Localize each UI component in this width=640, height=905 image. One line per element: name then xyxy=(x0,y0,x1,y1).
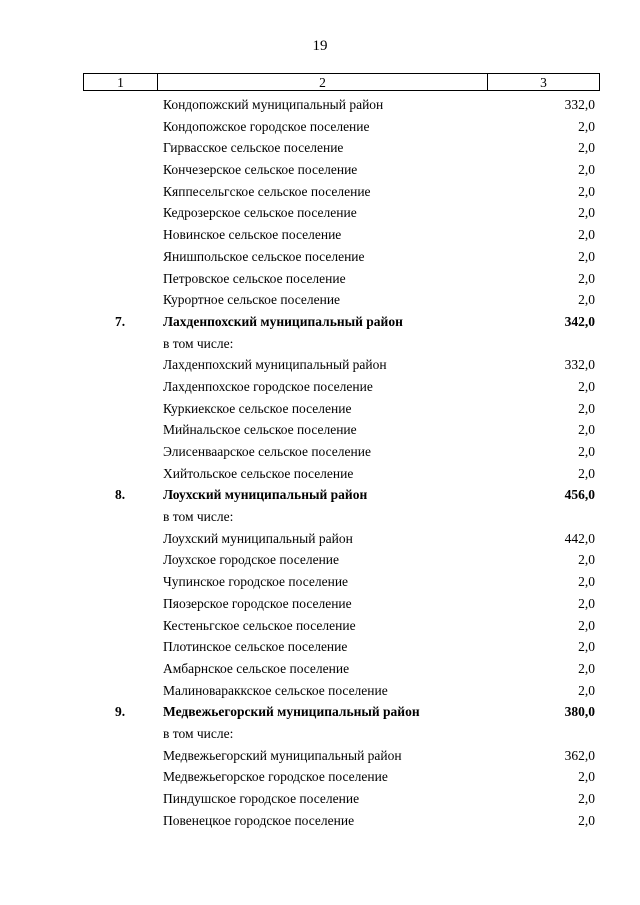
row-value: 2,0 xyxy=(578,682,595,698)
column-header-row xyxy=(84,74,600,91)
table-row xyxy=(0,463,640,485)
row-name: Кончезерское сельское поселение xyxy=(163,162,358,178)
row-value: 2,0 xyxy=(578,769,595,785)
table-row xyxy=(0,745,640,767)
page-number: 19 xyxy=(312,38,328,54)
table-row xyxy=(0,268,640,290)
row-name: в том числе: xyxy=(163,335,234,351)
row-name: Лахденпохский муниципальный район xyxy=(163,357,387,373)
table-row xyxy=(0,137,640,159)
table-row xyxy=(0,246,640,268)
row-name: в том числе: xyxy=(163,725,234,741)
table-row xyxy=(0,788,640,810)
row-value: 380,0 xyxy=(564,704,595,720)
table-row xyxy=(0,571,640,593)
row-name: Кондопожское городское поселение xyxy=(163,118,370,134)
row-number: 7. xyxy=(115,313,126,329)
row-name: Куркиекское сельское поселение xyxy=(163,400,352,416)
table-row xyxy=(0,181,640,203)
row-name: Курортное сельское поселение xyxy=(163,292,341,308)
row-value: 332,0 xyxy=(564,97,595,112)
row-value: 2,0 xyxy=(578,400,595,416)
row-name: Лоухский муниципальный район xyxy=(163,487,368,503)
table-row xyxy=(0,723,640,745)
row-value: 2,0 xyxy=(578,162,595,178)
table-row xyxy=(0,202,640,224)
table-row xyxy=(0,94,640,116)
row-value: 2,0 xyxy=(578,465,595,481)
row-name: Медвежьегорский муниципальный район xyxy=(163,704,420,720)
row-name: Мийнальское сельское поселение xyxy=(163,422,357,438)
row-value: 342,0 xyxy=(564,313,595,329)
table-row xyxy=(0,441,640,463)
row-name: Пяозерское городское поселение xyxy=(163,595,352,611)
row-name: Лахденпохский муниципальный район xyxy=(163,313,403,329)
table-row xyxy=(0,333,640,355)
column-header-3: 3 xyxy=(488,74,600,91)
column-header-2: 2 xyxy=(158,74,488,91)
row-name: Янишпольское сельское поселение xyxy=(163,248,365,264)
row-name: Чупинское городское поселение xyxy=(163,574,349,590)
row-number: 9. xyxy=(115,704,126,720)
row-name: Кондопожский муниципальный район xyxy=(163,97,384,112)
row-value: 332,0 xyxy=(564,357,595,373)
table-row xyxy=(0,354,640,376)
row-value: 2,0 xyxy=(578,552,595,568)
table-row xyxy=(0,658,640,680)
row-name: Новинское сельское поселение xyxy=(163,227,342,243)
row-name: Малиновараккское сельское поселение xyxy=(163,682,388,698)
row-value: 2,0 xyxy=(578,270,595,286)
row-value: 2,0 xyxy=(578,205,595,221)
row-name: Хийтольское сельское поселение xyxy=(163,465,354,481)
row-value: 442,0 xyxy=(564,530,595,546)
row-value: 2,0 xyxy=(578,791,595,806)
district-total-row xyxy=(0,701,640,723)
column-header-1: 1 xyxy=(84,74,158,91)
row-value: 2,0 xyxy=(578,140,595,156)
table-row xyxy=(0,810,640,832)
row-name: Повенецкое городское поселение xyxy=(163,812,355,828)
table-body xyxy=(0,94,640,831)
row-value: 2,0 xyxy=(578,617,595,633)
table-row xyxy=(0,224,640,246)
row-value: 2,0 xyxy=(578,248,595,264)
row-value: 2,0 xyxy=(578,422,595,438)
column-header-table xyxy=(83,73,600,91)
table-row xyxy=(0,680,640,702)
row-name: Кяппесельгское сельское поселение xyxy=(163,183,371,199)
table-row xyxy=(0,116,640,138)
table-row xyxy=(0,506,640,528)
row-name: Амбарнское сельское поселение xyxy=(163,660,350,676)
row-name: Гирвасское сельское поселение xyxy=(163,140,344,156)
district-total-row xyxy=(0,311,640,333)
table-row xyxy=(0,593,640,615)
table-row xyxy=(0,398,640,420)
row-name: Петровское сельское поселение xyxy=(163,270,346,286)
row-value: 2,0 xyxy=(578,639,595,655)
row-name: в том числе: xyxy=(163,509,234,525)
row-value: 2,0 xyxy=(578,812,595,828)
row-number: 8. xyxy=(115,487,126,503)
row-name: Лоухский муниципальный район xyxy=(163,530,353,546)
row-name: Лахденпохское городское поселение xyxy=(163,378,373,394)
row-value: 2,0 xyxy=(578,574,595,590)
table-row xyxy=(0,636,640,658)
row-value: 456,0 xyxy=(564,487,595,503)
row-name: Кедрозерское сельское поселение xyxy=(163,205,357,221)
row-name: Плотинское сельское поселение xyxy=(163,639,348,655)
table-row xyxy=(0,289,640,311)
row-value: 2,0 xyxy=(578,444,595,459)
table-row xyxy=(0,766,640,788)
row-name: Лоухское городское поселение xyxy=(163,552,340,568)
row-value: 362,0 xyxy=(564,747,595,763)
row-name: Элисенваарское сельское поселение xyxy=(163,444,371,459)
row-value: 2,0 xyxy=(578,292,595,308)
row-value: 2,0 xyxy=(578,378,595,394)
table-row xyxy=(0,549,640,571)
row-value: 2,0 xyxy=(578,183,595,199)
row-name: Пиндушское городское поселение xyxy=(163,791,360,806)
row-name: Медвежьегорский муниципальный район xyxy=(163,747,402,763)
row-name: Медвежьегорское городское поселение xyxy=(163,769,388,785)
row-value: 2,0 xyxy=(578,118,595,134)
table-row xyxy=(0,159,640,181)
row-value: 2,0 xyxy=(578,660,595,676)
district-total-row xyxy=(0,484,640,506)
table-row xyxy=(0,528,640,550)
row-name: Кестеньгское сельское поселение xyxy=(163,617,356,633)
row-value: 2,0 xyxy=(578,595,595,611)
table-row xyxy=(0,376,640,398)
table-row xyxy=(0,615,640,637)
table-row xyxy=(0,419,640,441)
row-value: 2,0 xyxy=(578,227,595,243)
